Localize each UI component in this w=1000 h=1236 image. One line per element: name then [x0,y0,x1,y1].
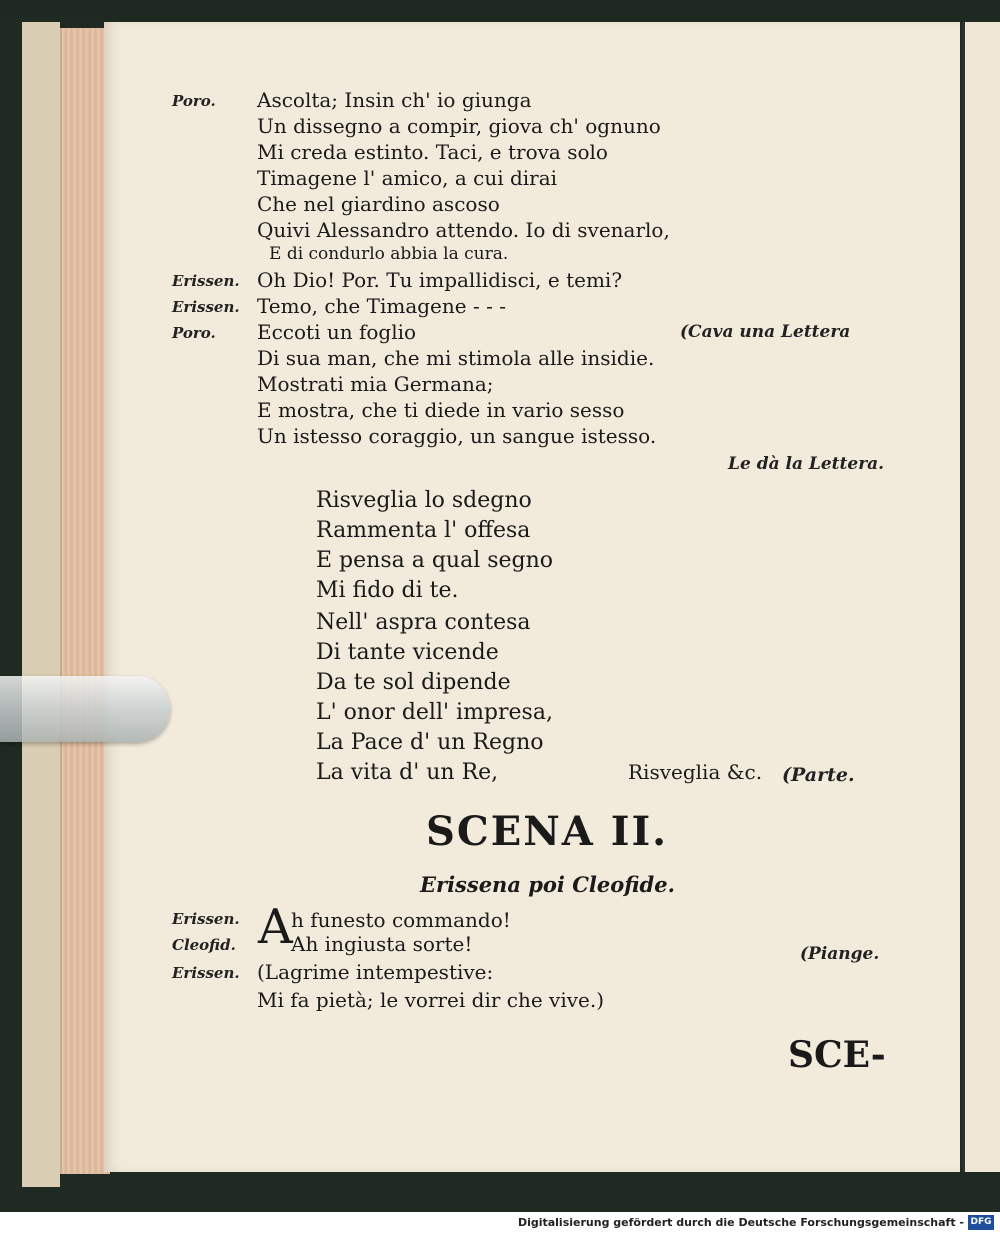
verse-line: Oh Dio! Por. Tu impallidisci, e temi? [257,268,623,292]
footer-bar [0,1212,1000,1236]
verse-line: Ascolta; Insin ch' io giunga [257,88,532,112]
aria-line: L' onor dell' impresa, [316,700,553,725]
stage-direction: (Piange. [800,944,880,964]
speaker-label: Erissen. [172,298,240,316]
speaker-label: Erissen. [172,272,240,290]
verse-line: Eccoti un foglio [257,320,417,344]
book-cover-edge [22,22,60,1187]
stage-direction: (Parte. [782,764,855,786]
speaker-label: Erissen. [172,910,240,928]
verse-line: Timagene l' amico, a cui dirai [257,166,558,190]
facing-page-edge [962,22,1000,1172]
aria-line: Da te sol dipende [316,670,511,695]
verse-line: Un dissegno a compir, giova ch' ognuno [257,114,661,138]
dfg-credit-text: Digitalisierung gefördert durch die Deutsche Forschungsgemeinschaft - [517,1216,964,1229]
aria-line: Di tante vicende [316,640,499,665]
scene-subtitle: Erissena poi Cleofide. [420,872,675,897]
stage-direction: Le dà la Lettera. [728,454,885,474]
stage-direction: (Cava una Lettera [680,322,851,342]
verse-line: Che nel giardino ascoso [257,192,500,216]
speaker-label: Cleofid. [172,936,236,954]
aria-end: Risveglia &c. [628,760,763,784]
verse-line: Mi fa pietà; le vorrei dir che vive.) [257,988,605,1012]
verse-line: Mi creda estinto. Taci, e trova solo [257,140,608,164]
verse-line: Temo, che Timagene - - - [257,294,506,318]
catchword: SCE- [788,1034,886,1076]
verse-line: E di condurlo abbia la cura. [269,244,509,264]
speaker-label: Erissen. [172,964,240,982]
aria-line: Rammenta l' offesa [316,518,531,543]
verse-line: Di sua man, che mi stimola alle insidie. [257,346,655,370]
page-stack-edge [60,28,110,1174]
dfg-logo: DFG [968,1215,994,1230]
verse-line: E mostra, che ti diede in vario sesso [257,398,625,422]
aria-line: La vita d' un Re, [316,760,499,785]
drop-cap: A [258,899,293,955]
verse-line: h funesto commando! [291,908,511,932]
verse-line: Un istesso coraggio, un sangue istesso. [257,424,657,448]
speaker-label: Poro. [172,92,216,110]
aria-line: Risveglia lo sdegno [316,488,532,513]
verse-line: (Lagrime intempestive: [257,960,494,984]
scene-title: SCENA II. [426,808,669,855]
verse-line: Quivi Alessandro attendo. Io di svenarlo, [257,218,670,242]
aria-line: E pensa a qual segno [316,548,554,573]
speaker-label: Poro. [172,324,216,342]
scanner-glass-tab [0,676,170,742]
verse-line: Ah ingiusta sorte! [291,932,473,956]
verse-line: Mostrati mia Germana; [257,372,494,396]
aria-line: Mi fido di te. [316,578,459,603]
scan-background [0,0,1000,22]
aria-line: La Pace d' un Regno [316,730,544,755]
aria-line: Nell' aspra contesa [316,610,531,635]
